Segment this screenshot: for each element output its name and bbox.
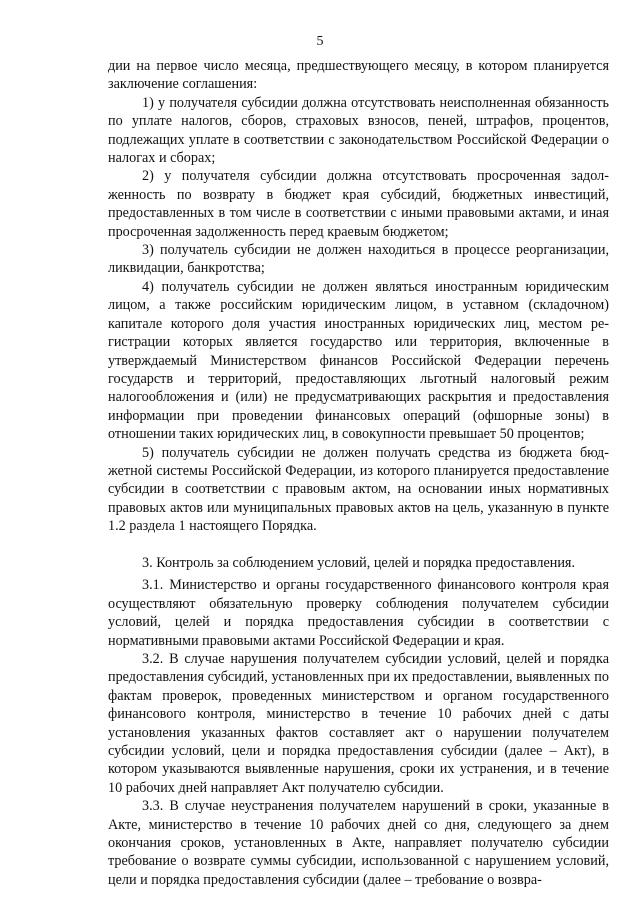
paragraph-condition-2: 2) у получателя субсидии должна отсутствовать просроченная задолженность по возврату в бюджет края субсидий, бюджетных инвестиций, предоставленных в том числе в соответствии с иными правовыми актами, и иная просроченная задолженность перед краевым бюджетом; xyxy=(108,168,609,240)
paragraph-condition-3: 3) получатель субсидии не должен находиться в процессе реорганизации, ликвидации, банкротства; xyxy=(108,242,609,277)
paragraph-3-3: 3.3. В случае неустранения получателем нарушений в сроки, указанные в Акте, министерство в течение 10 рабочих дней со дня, следующего за днем окончания сроков, установленных в Акте, направляет получателю субсидии требование о возврате суммы субсидии, использованной с нарушением условий, цели и порядка предоставления субсидии (далее – требование о возвра- xyxy=(108,798,609,888)
paragraph-3-2: 3.2. В случае нарушения получателем субсидии условий, целей и порядка предоставления субсидий, установленных при их предоставлении, выявленных по фактам проверок, проведенных министерством и органом государственного финансового контроля, министерство в течение 10 рабочих дней с даты установления указанных фактов составляет акт о нарушении получателем субсидии условий, цели и порядка предоставления субсидии (далее – Акт), в котором указываются выявленные нарушения, сроки их устранения, и в течение 10 рабочих дней направляет Акт получателю субсидии. xyxy=(108,650,609,796)
paragraph-3-1: 3.1. Министерство и органы государственного финансового контроля края осуществляют обязательную проверку соблюдения получателем субсидии условий, целей и порядка предоставления субсидии в соответствии с нормативными правовыми актами Российской Федерации и края. xyxy=(108,577,609,649)
paragraph-condition-4: 4) получатель субсидии не должен являться иностранным юридическим лицом, а также российским юридическим лицом, в уставном (складочном) капитале которого доля участия иностранных юридических лиц, местом регистрации которых является государство или территория, включенные в утверждаемый Министерством финансов Российской Федерации перечень государств и территорий, предоставляющих льготный налоговый режим налогообложения и (или) не предусматривающих раскрытия и предоставления информации при проведении финансовых операций (офшорные зоны) в отношении таких юридических лиц, в совокупности превышает 50 процентов; xyxy=(108,278,609,443)
page-number: 5 xyxy=(316,34,324,49)
paragraph-condition-5: 5) получатель субсидии не должен получать средства из бюджета бюджетной системы Российской Федерации, из которого планируется предоставление субсидии в соответствии с правовым актом, на основании иных нормативных правовых актов или муниципальных правовых актов на цель, указанную в пункте 1.2 раздела 1 настоящего Порядка. xyxy=(108,444,609,535)
section-heading: 3. Контроль за соблюдением условий, целей и порядка предоставления. xyxy=(142,554,575,571)
paragraph-continuation: дии на первое число месяца, предшествующего месяцу, в котором планируется заключение соглашения: xyxy=(108,58,609,93)
document-body xyxy=(108,57,609,889)
paragraph-condition-1: 1) у получателя субсидии должна отсутствовать неисполненная обязанность по уплате налогов, сборов, страховых взносов, пеней, штрафов, процентов, подлежащих уплате в соответствии с законодательством Российской Федерации о налогах и сборах; xyxy=(108,94,609,167)
